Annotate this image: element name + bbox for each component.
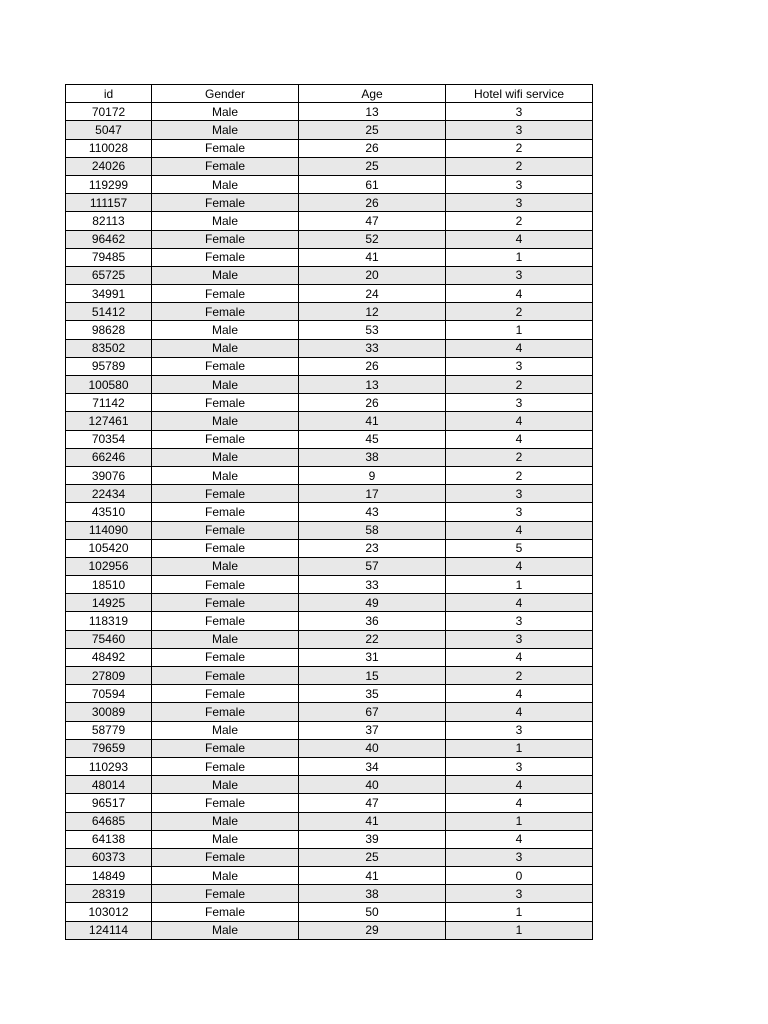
cell-hotel-wifi-service: 2 — [446, 139, 593, 157]
cell-age: 35 — [299, 685, 446, 703]
cell-hotel-wifi-service: 3 — [446, 721, 593, 739]
cell-gender: Female — [152, 503, 299, 521]
cell-id: 66246 — [66, 448, 152, 466]
table-row — [66, 303, 593, 321]
cell-id: 100580 — [66, 376, 152, 394]
table-row — [66, 248, 593, 266]
cell-hotel-wifi-service: 4 — [446, 412, 593, 430]
cell-id: 48014 — [66, 776, 152, 794]
cell-age: 38 — [299, 885, 446, 903]
cell-gender: Female — [152, 230, 299, 248]
cell-hotel-wifi-service: 3 — [446, 630, 593, 648]
cell-age: 9 — [299, 466, 446, 484]
cell-gender: Female — [152, 394, 299, 412]
cell-gender: Male — [152, 121, 299, 139]
cell-id: 75460 — [66, 630, 152, 648]
cell-id: 110293 — [66, 757, 152, 775]
table-body — [66, 103, 593, 940]
cell-id: 111157 — [66, 194, 152, 212]
cell-hotel-wifi-service: 4 — [446, 594, 593, 612]
cell-hotel-wifi-service: 4 — [446, 703, 593, 721]
cell-gender: Male — [152, 376, 299, 394]
cell-id: 28319 — [66, 885, 152, 903]
cell-gender: Female — [152, 248, 299, 266]
cell-id: 14925 — [66, 594, 152, 612]
table-row — [66, 412, 593, 430]
cell-gender: Male — [152, 867, 299, 885]
header-row — [66, 85, 593, 103]
cell-hotel-wifi-service: 1 — [446, 739, 593, 757]
cell-age: 57 — [299, 557, 446, 575]
table-row — [66, 503, 593, 521]
cell-gender: Female — [152, 667, 299, 685]
table-row — [66, 230, 593, 248]
cell-gender: Male — [152, 630, 299, 648]
cell-id: 48492 — [66, 648, 152, 666]
cell-hotel-wifi-service: 0 — [446, 867, 593, 885]
cell-gender: Male — [152, 212, 299, 230]
cell-id: 22434 — [66, 485, 152, 503]
cell-age: 58 — [299, 521, 446, 539]
cell-age: 17 — [299, 485, 446, 503]
cell-id: 82113 — [66, 212, 152, 230]
cell-hotel-wifi-service: 2 — [446, 303, 593, 321]
cell-gender: Female — [152, 521, 299, 539]
cell-gender: Female — [152, 594, 299, 612]
cell-age: 50 — [299, 903, 446, 921]
cell-hotel-wifi-service: 4 — [446, 521, 593, 539]
cell-id: 110028 — [66, 139, 152, 157]
cell-age: 43 — [299, 503, 446, 521]
cell-gender: Male — [152, 103, 299, 121]
table-row — [66, 521, 593, 539]
cell-gender: Female — [152, 139, 299, 157]
table-row — [66, 630, 593, 648]
table-row — [66, 648, 593, 666]
table-row — [66, 485, 593, 503]
cell-hotel-wifi-service: 2 — [446, 212, 593, 230]
cell-age: 38 — [299, 448, 446, 466]
cell-id: 39076 — [66, 466, 152, 484]
table-row — [66, 612, 593, 630]
cell-age: 13 — [299, 103, 446, 121]
table-row — [66, 594, 593, 612]
cell-gender: Male — [152, 412, 299, 430]
cell-age: 23 — [299, 539, 446, 557]
table-row — [66, 703, 593, 721]
cell-gender: Male — [152, 921, 299, 939]
cell-hotel-wifi-service: 4 — [446, 648, 593, 666]
cell-age: 34 — [299, 757, 446, 775]
cell-id: 71142 — [66, 394, 152, 412]
cell-id: 118319 — [66, 612, 152, 630]
cell-age: 25 — [299, 157, 446, 175]
cell-age: 41 — [299, 248, 446, 266]
table-row — [66, 394, 593, 412]
table-row — [66, 266, 593, 284]
cell-gender: Female — [152, 794, 299, 812]
table-row — [66, 848, 593, 866]
cell-age: 24 — [299, 285, 446, 303]
cell-id: 58779 — [66, 721, 152, 739]
cell-id: 114090 — [66, 521, 152, 539]
cell-gender: Male — [152, 321, 299, 339]
cell-id: 105420 — [66, 539, 152, 557]
table-row — [66, 557, 593, 575]
cell-gender: Male — [152, 175, 299, 193]
header-age: Age — [299, 85, 446, 103]
header-id: id — [66, 85, 152, 103]
cell-hotel-wifi-service: 5 — [446, 539, 593, 557]
cell-id: 79659 — [66, 739, 152, 757]
table-row — [66, 357, 593, 375]
cell-gender: Female — [152, 685, 299, 703]
cell-gender: Male — [152, 557, 299, 575]
cell-hotel-wifi-service: 4 — [446, 776, 593, 794]
cell-hotel-wifi-service: 4 — [446, 794, 593, 812]
cell-hotel-wifi-service: 2 — [446, 667, 593, 685]
table-row — [66, 539, 593, 557]
table-row — [66, 194, 593, 212]
cell-hotel-wifi-service: 2 — [446, 448, 593, 466]
table-row — [66, 448, 593, 466]
cell-hotel-wifi-service: 3 — [446, 266, 593, 284]
cell-hotel-wifi-service: 3 — [446, 103, 593, 121]
cell-gender: Female — [152, 757, 299, 775]
cell-age: 26 — [299, 357, 446, 375]
cell-hotel-wifi-service: 4 — [446, 685, 593, 703]
cell-hotel-wifi-service: 3 — [446, 885, 593, 903]
table-row — [66, 139, 593, 157]
cell-id: 27809 — [66, 667, 152, 685]
cell-gender: Female — [152, 285, 299, 303]
cell-id: 96462 — [66, 230, 152, 248]
cell-age: 47 — [299, 794, 446, 812]
cell-age: 41 — [299, 867, 446, 885]
cell-gender: Female — [152, 648, 299, 666]
cell-id: 65725 — [66, 266, 152, 284]
cell-id: 124114 — [66, 921, 152, 939]
table-row — [66, 157, 593, 175]
cell-hotel-wifi-service: 1 — [446, 248, 593, 266]
cell-hotel-wifi-service: 1 — [446, 921, 593, 939]
cell-id: 127461 — [66, 412, 152, 430]
cell-id: 18510 — [66, 576, 152, 594]
cell-id: 24026 — [66, 157, 152, 175]
cell-age: 25 — [299, 848, 446, 866]
cell-hotel-wifi-service: 4 — [446, 285, 593, 303]
table-row — [66, 121, 593, 139]
cell-hotel-wifi-service: 2 — [446, 157, 593, 175]
cell-gender: Female — [152, 703, 299, 721]
cell-hotel-wifi-service: 3 — [446, 757, 593, 775]
cell-hotel-wifi-service: 3 — [446, 485, 593, 503]
cell-hotel-wifi-service: 1 — [446, 321, 593, 339]
cell-gender: Male — [152, 830, 299, 848]
spreadsheet-page — [65, 84, 593, 940]
cell-age: 36 — [299, 612, 446, 630]
table-row — [66, 175, 593, 193]
table-row — [66, 739, 593, 757]
cell-hotel-wifi-service: 4 — [446, 430, 593, 448]
cell-gender: Male — [152, 266, 299, 284]
cell-age: 22 — [299, 630, 446, 648]
cell-age: 25 — [299, 121, 446, 139]
table-row — [66, 576, 593, 594]
cell-gender: Male — [152, 812, 299, 830]
table-row — [66, 812, 593, 830]
cell-gender: Female — [152, 576, 299, 594]
table-row — [66, 103, 593, 121]
cell-age: 40 — [299, 739, 446, 757]
table-row — [66, 321, 593, 339]
cell-id: 119299 — [66, 175, 152, 193]
cell-age: 15 — [299, 667, 446, 685]
table-row — [66, 430, 593, 448]
cell-hotel-wifi-service: 3 — [446, 394, 593, 412]
table-row — [66, 667, 593, 685]
table-row — [66, 903, 593, 921]
table-row — [66, 830, 593, 848]
table-row — [66, 794, 593, 812]
cell-id: 96517 — [66, 794, 152, 812]
cell-age: 45 — [299, 430, 446, 448]
cell-gender: Female — [152, 357, 299, 375]
table-row — [66, 757, 593, 775]
cell-id: 83502 — [66, 339, 152, 357]
cell-age: 49 — [299, 594, 446, 612]
cell-age: 67 — [299, 703, 446, 721]
cell-age: 26 — [299, 394, 446, 412]
cell-hotel-wifi-service: 3 — [446, 503, 593, 521]
table-row — [66, 921, 593, 939]
cell-id: 51412 — [66, 303, 152, 321]
cell-age: 41 — [299, 812, 446, 830]
cell-hotel-wifi-service: 3 — [446, 357, 593, 375]
cell-id: 70354 — [66, 430, 152, 448]
cell-id: 30089 — [66, 703, 152, 721]
cell-gender: Female — [152, 539, 299, 557]
cell-hotel-wifi-service: 1 — [446, 576, 593, 594]
cell-age: 52 — [299, 230, 446, 248]
cell-gender: Female — [152, 848, 299, 866]
cell-hotel-wifi-service: 2 — [446, 376, 593, 394]
cell-age: 12 — [299, 303, 446, 321]
cell-id: 79485 — [66, 248, 152, 266]
cell-hotel-wifi-service: 3 — [446, 175, 593, 193]
cell-gender: Female — [152, 303, 299, 321]
cell-id: 64138 — [66, 830, 152, 848]
cell-id: 98628 — [66, 321, 152, 339]
cell-gender: Male — [152, 448, 299, 466]
cell-id: 103012 — [66, 903, 152, 921]
cell-gender: Female — [152, 739, 299, 757]
table-row — [66, 376, 593, 394]
cell-age: 26 — [299, 139, 446, 157]
cell-hotel-wifi-service: 4 — [446, 830, 593, 848]
table-row — [66, 685, 593, 703]
cell-gender: Female — [152, 157, 299, 175]
cell-hotel-wifi-service: 4 — [446, 230, 593, 248]
cell-id: 70172 — [66, 103, 152, 121]
cell-id: 95789 — [66, 357, 152, 375]
table-row — [66, 885, 593, 903]
cell-gender: Male — [152, 466, 299, 484]
cell-age: 39 — [299, 830, 446, 848]
cell-id: 64685 — [66, 812, 152, 830]
cell-id: 14849 — [66, 867, 152, 885]
cell-age: 47 — [299, 212, 446, 230]
cell-hotel-wifi-service: 3 — [446, 121, 593, 139]
cell-id: 43510 — [66, 503, 152, 521]
cell-gender: Male — [152, 776, 299, 794]
cell-hotel-wifi-service: 3 — [446, 612, 593, 630]
cell-age: 20 — [299, 266, 446, 284]
cell-hotel-wifi-service: 3 — [446, 848, 593, 866]
table-row — [66, 776, 593, 794]
cell-gender: Female — [152, 194, 299, 212]
cell-gender: Male — [152, 339, 299, 357]
data-table — [65, 84, 593, 940]
cell-id: 102956 — [66, 557, 152, 575]
cell-age: 13 — [299, 376, 446, 394]
cell-id: 34991 — [66, 285, 152, 303]
cell-age: 26 — [299, 194, 446, 212]
cell-gender: Female — [152, 903, 299, 921]
cell-hotel-wifi-service: 1 — [446, 903, 593, 921]
cell-age: 37 — [299, 721, 446, 739]
cell-age: 41 — [299, 412, 446, 430]
header-gender: Gender — [152, 85, 299, 103]
cell-age: 31 — [299, 648, 446, 666]
cell-gender: Male — [152, 721, 299, 739]
cell-gender: Female — [152, 485, 299, 503]
cell-gender: Female — [152, 885, 299, 903]
table-row — [66, 339, 593, 357]
cell-hotel-wifi-service: 4 — [446, 339, 593, 357]
cell-id: 70594 — [66, 685, 152, 703]
cell-age: 53 — [299, 321, 446, 339]
cell-age: 40 — [299, 776, 446, 794]
table-row — [66, 212, 593, 230]
table-row — [66, 466, 593, 484]
cell-gender: Female — [152, 612, 299, 630]
cell-hotel-wifi-service: 4 — [446, 557, 593, 575]
header-hotel-wifi-service: Hotel wifi service — [446, 85, 593, 103]
table-row — [66, 721, 593, 739]
cell-age: 61 — [299, 175, 446, 193]
cell-age: 33 — [299, 576, 446, 594]
cell-gender: Female — [152, 430, 299, 448]
cell-id: 60373 — [66, 848, 152, 866]
cell-hotel-wifi-service: 1 — [446, 812, 593, 830]
cell-hotel-wifi-service: 2 — [446, 466, 593, 484]
cell-id: 5047 — [66, 121, 152, 139]
table-row — [66, 285, 593, 303]
cell-age: 29 — [299, 921, 446, 939]
cell-hotel-wifi-service: 3 — [446, 194, 593, 212]
cell-age: 33 — [299, 339, 446, 357]
table-row — [66, 867, 593, 885]
